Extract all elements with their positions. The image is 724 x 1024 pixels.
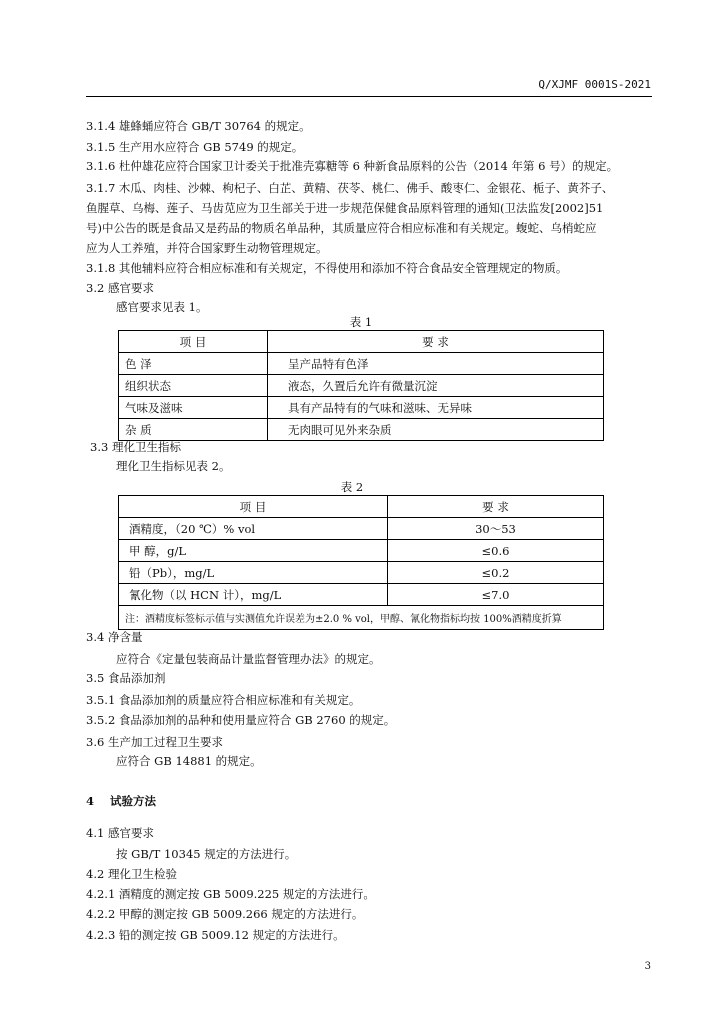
table-cell: 具有产品特有的气味和滋味、无异味 (288, 400, 472, 415)
text-line: 4.2.2 甲醇的测定按 GB 5009.266 规定的方法进行。 (86, 907, 364, 921)
table-header-cell: 项 目 (119, 331, 268, 353)
table-row (119, 353, 604, 375)
table-row (119, 584, 604, 606)
table-cell: ≤0.6 (388, 540, 604, 562)
text-line: 3.1.8 其他辅料应符合相应标准和有关规定，不得使用和添加不符合食品安全管理规定的物质。 (86, 261, 568, 275)
section-heading: 3.2 感官要求 (86, 281, 154, 295)
table-cell: 气味及滋味 (125, 400, 183, 415)
section-heading: 3.3 理化卫生指标 (90, 440, 181, 454)
table-note: 注：酒精度标签标示值与实测值允许误差为±2.0 % vol，甲醇、氰化物指标均按 100%酒精度折算 (119, 606, 604, 630)
header-rule (86, 96, 652, 97)
section-heading: 4.1 感官要求 (86, 826, 154, 840)
text-line: 3.1.6 杜仲雄花应符合国家卫计委关于批准壳寡糖等 6 种新食品原料的公告（2014 年第 6 号）的规定。 (86, 159, 619, 173)
section-heading: 4.2 理化卫生检验 (86, 867, 177, 881)
table-row (119, 375, 604, 397)
table-row (119, 419, 604, 441)
table2-caption: 表 2 (340, 480, 364, 494)
text-line: 感官要求见表 1。 (116, 300, 208, 314)
table-header-row (119, 496, 604, 518)
text-line: 4.2.3 铅的测定按 GB 5009.12 规定的方法进行。 (86, 928, 345, 942)
text-line: 理化卫生指标见表 2。 (116, 459, 231, 473)
table-cell: 色 泽 (125, 356, 152, 371)
document-code: Q/XJMF 0001S-2021 (538, 78, 651, 91)
physicochemical-table (118, 495, 604, 630)
text-line: 号)中公告的既是食品又是药品的物质名单品种，其质量应符合相应标准和有关规定。蝮蛇、乌梢蛇应 (86, 221, 597, 235)
table-cell: 组织状态 (125, 378, 171, 393)
section-heading: 3.4 净含量 (86, 630, 143, 644)
chapter-title: 试验方法 (110, 794, 156, 808)
text-line: 3.5.2 食品添加剂的品种和使用量应符合 GB 2760 的规定。 (86, 713, 396, 727)
text-line: 应为人工养殖，并符合国家野生动物管理规定。 (86, 241, 328, 255)
table-cell: 铅（Pb），mg/L (119, 562, 388, 584)
text-line: 按 GB/T 10345 规定的方法进行。 (116, 847, 297, 861)
text-line: 3.5.1 食品添加剂的质量应符合相应标准和有关规定。 (86, 693, 361, 707)
text-line: 3.1.5 生产用水应符合 GB 5749 的规定。 (86, 140, 304, 154)
table1-caption: 表 1 (349, 315, 373, 329)
table-row (119, 540, 604, 562)
text-line: 鱼腥草、乌梅、莲子、马齿苋应为卫生部关于进一步规范保健食品原料管理的通知(卫法监发[2002]51 (86, 201, 604, 215)
table-cell: 酒精度，（20 ℃）% vol (119, 518, 388, 540)
sensory-table (118, 330, 604, 441)
table-cell: 30～53 (388, 518, 604, 540)
text-line: 4.2.1 酒精度的测定按 GB 5009.225 规定的方法进行。 (86, 887, 375, 901)
table-cell: 液态，久置后允许有微量沉淀 (288, 378, 438, 393)
text-line: 应符合《定量包装商品计量监督管理办法》的规定。 (116, 652, 381, 666)
table-cell: 无肉眼可见外来杂质 (288, 422, 392, 437)
text-line: 3.1.4 雄蜂蛹应符合 GB/T 30764 的规定。 (86, 119, 311, 133)
table-header-cell: 要 求 (268, 331, 604, 353)
table-cell: 杂 质 (125, 422, 152, 437)
table-header-row (119, 331, 604, 353)
section-heading: 3.6 生产加工过程卫生要求 (86, 735, 223, 749)
chapter-number: 4 (86, 794, 95, 808)
table-cell: 呈产品特有色泽 (288, 356, 369, 371)
table-note-row (119, 606, 604, 630)
table-cell: ≤7.0 (388, 584, 604, 606)
table-cell: ≤0.2 (388, 562, 604, 584)
table-cell: 氰化物（以 HCN 计），mg/L (119, 584, 388, 606)
table-header-cell: 项 目 (119, 496, 388, 518)
table-row (119, 562, 604, 584)
table-header-cell: 要 求 (388, 496, 604, 518)
text-line: 3.1.7 木瓜、肉桂、沙棘、枸杞子、白芷、黄精、茯苓、桃仁、佛手、酸枣仁、金银花、栀子、黄芥子、 (86, 181, 614, 195)
table-row (119, 397, 604, 419)
table-row (119, 518, 604, 540)
text-line: 应符合 GB 14881 的规定。 (116, 754, 262, 768)
page-number: 3 (644, 961, 651, 972)
section-heading: 3.5 食品添加剂 (86, 671, 166, 685)
table-cell: 甲 醇，g/L (119, 540, 388, 562)
